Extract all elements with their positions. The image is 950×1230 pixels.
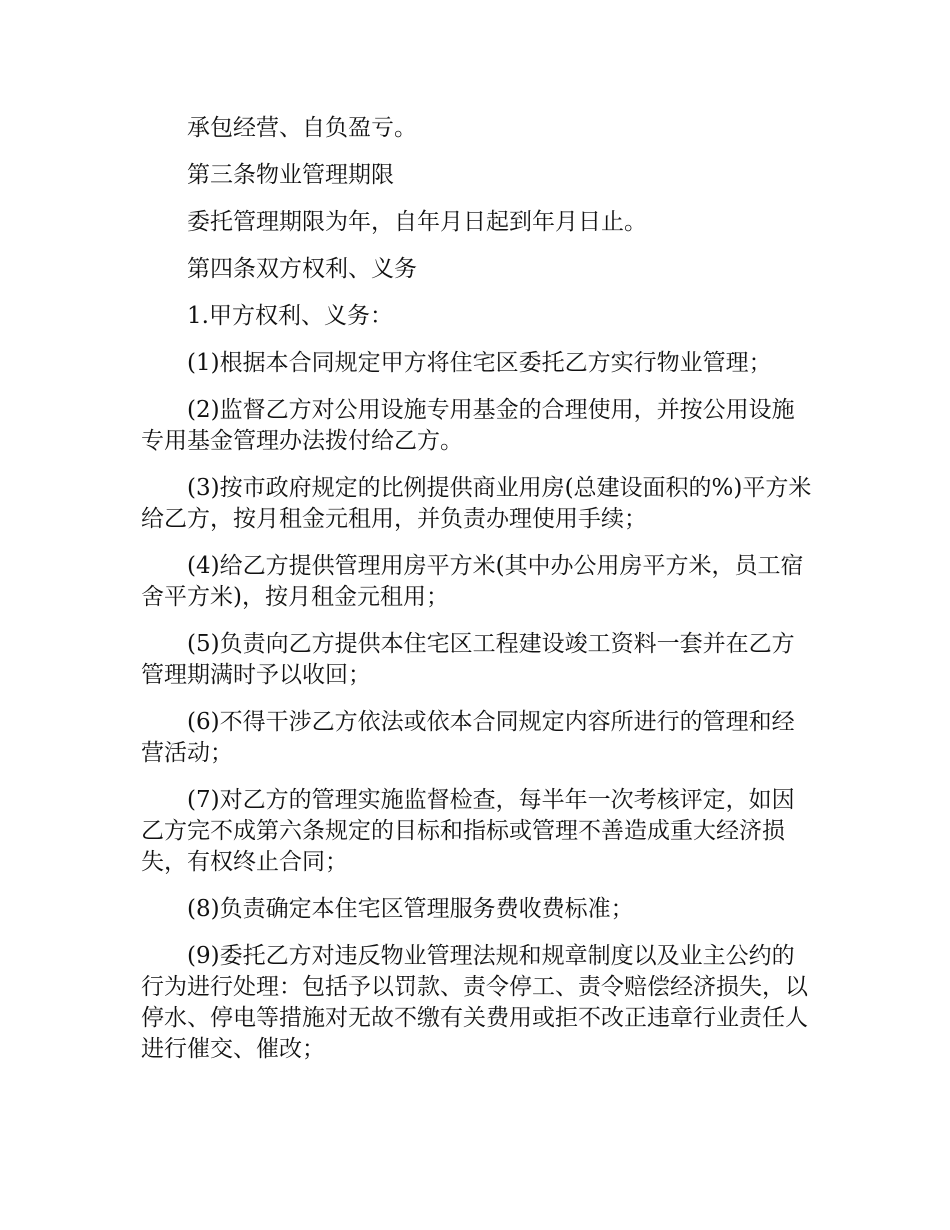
clause-1: (1)根据本合同规定甲方将住宅区委托乙方实行物业管理； bbox=[187, 350, 772, 376]
paragraph-management-term: 委托管理期限为年，自年月日起到年月日止。 bbox=[187, 209, 647, 235]
heading-article-4: 第四条双方权利、义务 bbox=[187, 256, 417, 282]
clause-9: (9)委托乙方对违反物业管理法规和规章制度以及业主公约的行为进行处理：包括予以罚款、责令停工、责令赔偿经济损失，以停水、停电等措施对无故不缴有关费用或拒不改正违章行业责任人进行催交、催改； bbox=[141, 943, 808, 1062]
clause-5: (5)负责向乙方提供本住宅区工程建设竣工资料一套并在乙方管理期满时予以收回； bbox=[141, 631, 795, 688]
paragraph-contract-type: 承包经营、自负盈亏。 bbox=[187, 115, 417, 141]
clause-7: (7)对乙方的管理实施监督检查，每半年一次考核评定，如因乙方完不成第六条规定的目标和指标或管理不善造成重大经济损失，有权终止合同； bbox=[141, 787, 795, 875]
clause-3: (3)按市政府规定的比例提供商业用房(总建设面积的%)平方米给乙方，按月租金元租用，并负责办理使用手续； bbox=[141, 475, 812, 532]
heading-article-3: 第三条物业管理期限 bbox=[187, 162, 394, 188]
heading-party-a-rights: 1.甲方权利、义务： bbox=[187, 303, 393, 329]
clause-6: (6)不得干涉乙方依法或依本合同规定内容所进行的管理和经营活动； bbox=[141, 709, 795, 766]
clause-4: (4)给乙方提供管理用房平方米(其中办公用房平方米，员工宿舍平方米)，按月租金元租用； bbox=[141, 553, 804, 610]
clause-2: (2)监督乙方对公用设施专用基金的合理使用，并按公用设施专用基金管理办法拨付给乙方。 bbox=[141, 397, 795, 454]
document-body bbox=[141, 113, 813, 1081]
clause-8: (8)负责确定本住宅区管理服务费收费标准； bbox=[187, 896, 634, 922]
